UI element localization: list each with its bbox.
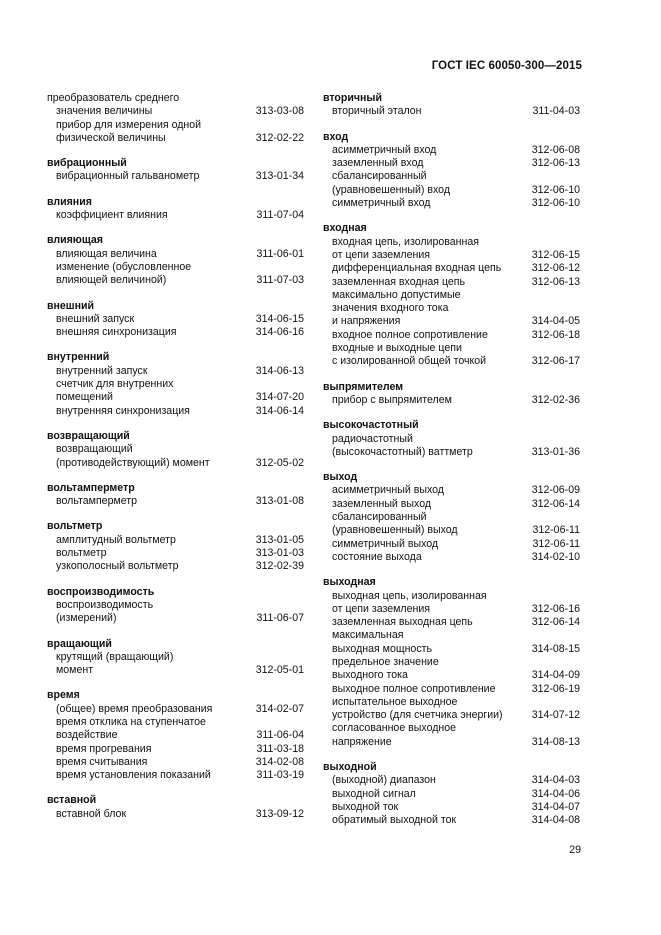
index-term-line: счетчик для внутренних: [56, 378, 174, 391]
index-term: воздействие: [56, 729, 118, 742]
index-entry: [323, 446, 580, 459]
index-heading: выходная: [323, 576, 376, 589]
index-entry: [323, 788, 580, 801]
index-term: момент: [56, 664, 94, 677]
index-term: выходной ток: [332, 800, 399, 813]
index-group: [47, 482, 304, 509]
index-entry: [323, 498, 580, 511]
index-term: состояние выхода: [332, 550, 422, 563]
index-term: амплитудный вольтметр: [56, 533, 176, 546]
index-entry: [47, 391, 304, 404]
index-group: [323, 576, 580, 749]
index-term: выходного тока: [332, 669, 408, 682]
index-code: 314-04-03: [531, 774, 580, 787]
index-entry: [323, 524, 580, 537]
index-term-line: крутящий (вращающий): [56, 650, 174, 663]
index-entry: [47, 248, 304, 261]
index-term: от цепи заземления: [332, 248, 431, 261]
index-entry: [47, 612, 304, 625]
index-code: 312-02-36: [531, 393, 580, 406]
index-term-line: возвращающий: [56, 443, 133, 456]
index-column-right: [323, 92, 580, 840]
index-group: [47, 234, 304, 287]
index-term: время установления показаний: [56, 769, 211, 782]
index-code: 312-06-12: [531, 262, 580, 275]
index-term: вибрационный гальванометр: [56, 170, 200, 183]
index-term: выходная мощность: [332, 642, 432, 655]
index-code: 311-07-04: [256, 209, 304, 222]
index-group: [323, 131, 580, 211]
index-entry: [47, 756, 304, 769]
index-entry: [323, 315, 580, 328]
index-code: 312-06-11: [532, 524, 580, 537]
index-code: 312-06-08: [531, 143, 580, 156]
index-code: 313-03-08: [255, 105, 304, 118]
index-heading: влияния: [47, 195, 92, 208]
index-entry: [323, 484, 580, 497]
index-code: 314-04-09: [531, 669, 580, 682]
index-term-line: согласованное выходное: [332, 722, 457, 735]
index-code: 312-06-11: [532, 537, 580, 550]
index-term-line: изменение (обусловленное: [56, 260, 192, 273]
index-entry: [323, 538, 580, 551]
index-group: [323, 761, 580, 827]
index-term: (противодействующий) момент: [56, 456, 210, 469]
index-heading: вход: [323, 130, 349, 143]
index-term-line: предельное значение: [332, 655, 439, 668]
index-code: 312-06-10: [531, 197, 580, 210]
index-term: внутренний запуск: [56, 364, 148, 377]
index-code: 312-06-14: [531, 497, 580, 510]
index-code: 311-06-01: [256, 247, 304, 260]
index-code: 312-05-02: [255, 456, 304, 469]
index-term-line: максимально допустимые: [332, 288, 461, 301]
index-code: 312-06-14: [531, 616, 580, 629]
index-term: прибор с выпрямителем: [332, 393, 452, 406]
index-code: 314-08-15: [531, 642, 580, 655]
index-entry: [323, 276, 580, 289]
index-term: время считывания: [56, 755, 148, 768]
index-entry: [323, 801, 580, 814]
index-entry: [323, 249, 580, 262]
index-code: 314-06-13: [255, 364, 304, 377]
index-term-line: значения входного тока: [332, 302, 449, 315]
index-code: 311-06-07: [256, 612, 304, 625]
index-entry: [47, 769, 304, 782]
index-entry: [47, 170, 304, 183]
index-code: 311-06-04: [256, 729, 304, 742]
index-term: заземленная входная цепь: [332, 275, 466, 288]
index-code: 312-06-13: [531, 157, 580, 170]
index-code: 314-04-07: [531, 800, 580, 813]
index-group: [323, 419, 580, 459]
index-term-line: радиочастотный: [332, 432, 413, 445]
index-term: коэффициент влияния: [56, 209, 168, 222]
index-term: влияющей величиной): [56, 274, 167, 287]
index-term-line: воспроизводимость: [56, 598, 154, 611]
index-code: 312-06-16: [531, 602, 580, 615]
index-entry: [47, 547, 304, 560]
index-entry: [47, 313, 304, 326]
index-term-line: выходная цепь, изолированная: [332, 589, 487, 602]
index-heading: вторичный: [323, 92, 382, 104]
index-code: 312-02-39: [255, 560, 304, 573]
index-term: вторичный эталон: [332, 105, 422, 118]
index-code: 314-02-07: [255, 702, 304, 715]
index-term-line: сбалансированный: [332, 170, 427, 183]
index-entry: [323, 105, 580, 118]
index-code: 312-05-01: [255, 664, 304, 677]
index-heading: выход: [323, 471, 358, 484]
index-entry: [323, 197, 580, 210]
index-group: [47, 520, 304, 573]
index-code: 311-03-19: [256, 769, 304, 782]
index-code: 314-06-15: [255, 312, 304, 325]
index-heading: высокочастотный: [323, 419, 419, 432]
index-entry: [47, 808, 304, 821]
index-code: 313-01-05: [255, 533, 304, 546]
index-term: (высокочастотный) ваттметр: [332, 445, 473, 458]
index-term: вставной блок: [56, 807, 127, 820]
index-entry: [323, 603, 580, 616]
index-entry: [47, 326, 304, 339]
index-term: (общее) время преобразования: [56, 702, 213, 715]
index-term: внешний запуск: [56, 312, 135, 325]
index-heading: время: [47, 689, 80, 702]
index-code: 313-01-03: [255, 547, 304, 560]
index-group: [47, 794, 304, 821]
index-entry: [323, 551, 580, 564]
index-entry: [47, 729, 304, 742]
index-code: 314-04-08: [531, 814, 580, 827]
index-code: 314-07-20: [255, 391, 304, 404]
index-entry: [47, 664, 304, 677]
index-entry: [47, 365, 304, 378]
index-group: [323, 471, 580, 564]
index-entry: [47, 274, 304, 287]
index-group: [47, 300, 304, 340]
index-heading: вибрационный: [47, 157, 127, 170]
index-term: дифференциальная входная цепь: [332, 262, 502, 275]
index-term: время прогревания: [56, 742, 152, 755]
index-term: вольтметр: [56, 547, 107, 560]
index-term-line: входные и выходные цепи: [332, 342, 462, 355]
index-term-line: сбалансированный: [332, 511, 427, 524]
index-term-line: максимальная: [332, 629, 404, 642]
index-entry: [323, 669, 580, 682]
index-term: выходное полное сопротивление: [332, 682, 496, 695]
index-entry: [47, 132, 304, 145]
index-term: заземленный выход: [332, 497, 432, 510]
document-header: ГОСТ IEC 60050-300—2015: [431, 60, 582, 72]
index-term-line: прибор для измерения одной: [56, 118, 202, 131]
index-term: (уравновешенный) выход: [332, 524, 458, 537]
index-entry: [47, 405, 304, 418]
index-group: [323, 381, 580, 408]
index-entry: [323, 709, 580, 722]
index-entry: [47, 534, 304, 547]
index-heading: вольтамперметр: [47, 481, 135, 494]
index-code: 312-06-09: [531, 484, 580, 497]
index-term: влияющая величина: [56, 247, 157, 260]
index-entry: [323, 144, 580, 157]
index-term-line: входная цепь, изолированная: [332, 235, 479, 248]
index-term: заземленная выходная цепь: [332, 616, 473, 629]
index-term: значения величины: [56, 105, 153, 118]
index-term: физической величины: [56, 131, 166, 144]
index-code: 314-04-05: [531, 315, 580, 328]
index-code: 314-06-16: [255, 326, 304, 339]
index-heading: внешний: [47, 299, 95, 312]
index-group: [47, 689, 304, 782]
index-term: от цепи заземления: [332, 602, 431, 615]
index-code: 311-03-18: [256, 742, 304, 755]
index-term: асимметричный вход: [332, 143, 437, 156]
index-group: [47, 430, 304, 470]
index-group: [47, 92, 304, 145]
index-code: 313-09-12: [255, 807, 304, 820]
index-code: 312-06-18: [531, 328, 580, 341]
index-heading: вставной: [47, 794, 97, 807]
index-code: 312-06-13: [531, 275, 580, 288]
index-heading: входная: [323, 222, 367, 235]
index-code: 312-06-10: [531, 183, 580, 196]
index-heading: выпрямителем: [323, 380, 404, 393]
index-code: 314-07-12: [531, 709, 580, 722]
index-term: внешняя синхронизация: [56, 326, 177, 339]
index-group: [47, 351, 304, 417]
index-code: 313-01-34: [255, 170, 304, 183]
index-group: [323, 92, 580, 119]
index-code: 314-04-06: [531, 787, 580, 800]
index-code: 314-02-08: [255, 755, 304, 768]
index-code: 314-06-14: [255, 404, 304, 417]
index-heading: возвращающий: [47, 429, 130, 442]
index-column-left: [47, 92, 304, 833]
index-term: помещений: [56, 391, 113, 404]
index-term: (уравновешенный) вход: [332, 183, 450, 196]
index-entry: [323, 736, 580, 749]
index-entry: [47, 209, 304, 222]
index-entry: [47, 743, 304, 756]
index-code: 312-06-19: [531, 682, 580, 695]
index-code: 312-06-15: [531, 248, 580, 261]
index-entry: [323, 157, 580, 170]
index-entry: [47, 703, 304, 716]
index-group: [47, 157, 304, 184]
index-entry: [323, 814, 580, 827]
index-entry: [47, 457, 304, 470]
index-entry: [323, 616, 580, 629]
index-term: с изолированной общей точкой: [332, 355, 487, 368]
index-code: 312-02-22: [255, 131, 304, 144]
index-term: устройство (для счетчика энергии): [332, 709, 503, 722]
index-term: асимметричный выход: [332, 484, 444, 497]
index-term: узкополосный вольтметр: [56, 560, 179, 573]
index-group: [323, 222, 580, 368]
index-entry: [323, 774, 580, 787]
index-entry: [323, 184, 580, 197]
index-term: заземленный вход: [332, 157, 424, 170]
index-term: выходной сигнал: [332, 787, 416, 800]
index-code: 312-06-17: [531, 355, 580, 368]
index-entry: [323, 394, 580, 407]
index-entry: [323, 329, 580, 342]
index-term: (выходной) диапазон: [332, 774, 436, 787]
index-heading: воспроизводимость: [47, 585, 155, 598]
index-entry: [323, 683, 580, 696]
index-heading: вольтметр: [47, 520, 103, 533]
index-heading: влияющая: [47, 234, 103, 247]
index-term: обратимый выходной ток: [332, 814, 457, 827]
index-code: 314-08-13: [531, 735, 580, 748]
index-code: 313-01-08: [255, 495, 304, 508]
index-term: входное полное сопротивление: [332, 328, 488, 341]
index-code: 313-01-36: [531, 445, 580, 458]
index-term-line: испытательное выходное: [332, 695, 458, 708]
index-heading: выходной: [323, 761, 377, 774]
index-code: 314-02-10: [531, 550, 580, 563]
index-entry: [323, 643, 580, 656]
index-heading: вращающий: [47, 637, 112, 650]
index-term-line: время отклика на ступенчатое: [56, 715, 206, 728]
index-term: симметричный вход: [332, 197, 431, 210]
index-entry: [323, 355, 580, 368]
index-entry: [47, 495, 304, 508]
index-entry: [47, 105, 304, 118]
page-number: 29: [569, 844, 581, 856]
index-entry: [323, 262, 580, 275]
index-heading: внутренний: [47, 351, 110, 364]
index-group: [47, 638, 304, 678]
index-term: и напряжения: [332, 315, 401, 328]
index-group: [47, 586, 304, 626]
index-code: 311-07-03: [256, 274, 304, 287]
index-term-line: преобразователь среднего: [47, 92, 180, 104]
index-entry: [47, 560, 304, 573]
index-group: [47, 196, 304, 223]
index-term: напряжение: [332, 735, 392, 748]
index-term: вольтамперметр: [56, 495, 138, 508]
index-term: симметричный выход: [332, 537, 439, 550]
index-term: (измерений): [56, 612, 117, 625]
index-code: 311-04-03: [532, 105, 580, 118]
index-term: внутренняя синхронизация: [56, 404, 190, 417]
